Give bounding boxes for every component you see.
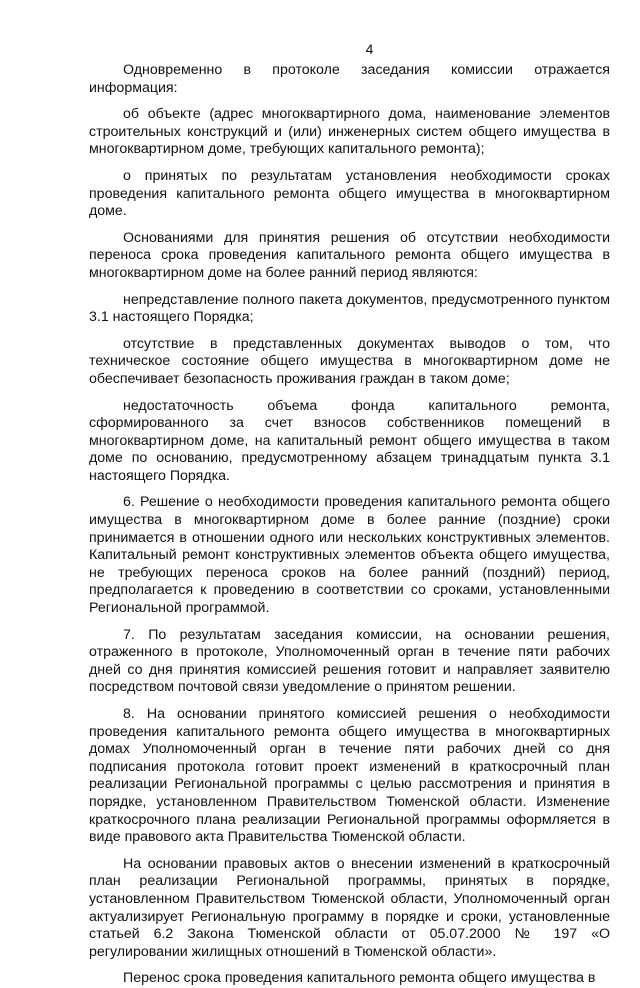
page-number: 4 xyxy=(365,41,374,57)
paragraph-object-info: об объекте (адрес многоквартирного дома, наименование элементов строительных конструкций и (или) инженерных систем общего имущества в многоквартирном доме, требующих капитального ремонта); xyxy=(89,106,610,158)
paragraph-item-7: 7. По результатам заседания комиссии, на основании решения, отраженного в протоколе, Уполномоченный орган в течение пяти рабочих дней со дня принятия комиссией решения готовит и направляет заявителю посредством почтовой связи уведомление о принятом решении. xyxy=(89,626,610,696)
paragraph-ground-no-conclusions: отсутствие в представленных документах выводов о том, что техническое состояние общего имущества в многоквартирном доме не обеспечивает безопасность проживания граждан в таком доме; xyxy=(89,335,610,387)
paragraph-item-6: 6. Решение о необходимости проведения капитального ремонта общего имущества в многоквартирном доме в более ранние (поздние) сроки принимается в отношении одного или нескольких конструктивных элементов. Капитальный ремонт конструктивных элементов объекта общего имущества, не требующих переноса сроков на более ранний (поздний) период, предполагается к проведению в соответствии со сроками, установленными Региональной программой. xyxy=(89,494,610,617)
paragraph-grounds: Основаниями для принятия решения об отсутствии необходимости переноса срока проведения капитального ремонта общего имущества в многоквартирном доме на более ранний период являются: xyxy=(89,229,610,281)
paragraph-ground-incomplete-docs: непредставление полного пакета документов, предусмотренного пунктом 3.1 настоящего Порядка; xyxy=(89,291,610,326)
paragraph-protocol-info: Одновременно в протоколе заседания комиссии отражается информация: xyxy=(89,62,610,96)
paragraph-item-8: 8. На основании принятого комиссией решения о необходимости проведения капитального ремонта общего имущества в многоквартирных домах Уполномоченный орган в течение пяти рабочих дней со дня подписания протокола готовит проект изменений в краткосрочный план реализации Региональной программы с целью рассмотрения и принятия в порядке, установленном Правительством Тюменской области. Изменение краткосрочного плана реализации Региональной программы оформляется в виде правового акта Правительства Тюменской области. xyxy=(89,706,610,846)
paragraph-ground-insufficient-fund: недостаточность объема фонда капитального ремонта, сформированного за счет взносов собственников помещений в многоквартирном доме, на капитальный ремонт общего имущества в таком доме по основанию, предусмотренному абзацем тринадцатым пункта 3.1 настоящего Порядка. xyxy=(89,397,610,484)
paragraph-legal-acts: На основании правовых актов о внесении изменений в краткосрочный план реализации Региональной программы, принятых в порядке, установленном Правительством Тюменской области, Уполномоченный орган актуализирует Региональную программу в порядке и сроки, установленные статьей 6.2 Закона Тюменской области от 05.07.2000 № 197 «О регулировании жилищных отношений в Тюменской области». xyxy=(89,855,610,960)
paragraph-deadlines-info: о принятых по результатам установления необходимости сроках проведения капитального ремонта общего имущества в многоквартирном доме. xyxy=(89,167,610,220)
paragraph-postponement: Перенос срока проведения капитального ремонта общего имущества в xyxy=(123,970,596,987)
